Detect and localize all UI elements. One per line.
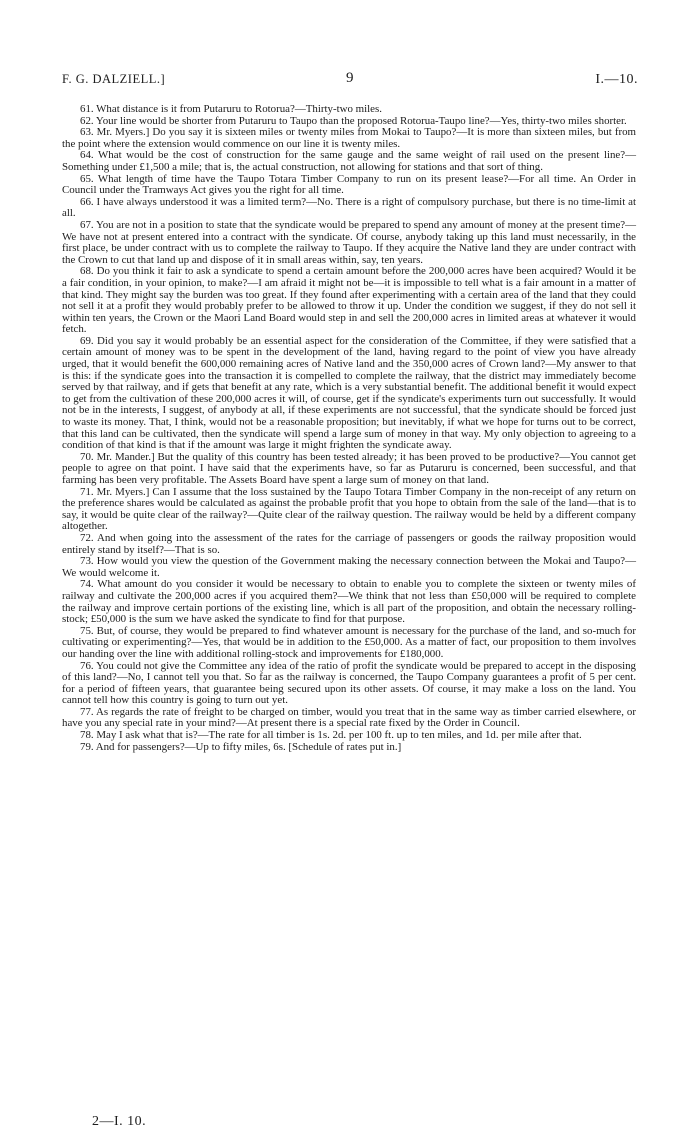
page-header xyxy=(62,72,638,90)
paragraph: 76. You could not give the Committee any idea of the ratio of profit the syndicate would be prepared to accept in the disposing of this land?—No, I cannot tell you that. So far as the railway is concerned, the Taupo Company guarantees a profit of 5 per cent. for a period of fifteen years, that guarantee being secured upon its other assets. Of course, it may make a loss on the land. You cannot tell how this country is going to turn out yet. xyxy=(62,659,636,707)
paragraph: 69. Did you say it would probably be an essential aspect for the consideration of the Committee, if they were satisfied that a certain amount of money was to be spent in the development of the land, having regard to the point of view you have already urged, that it would benefit the 600,000 remaining acres of Native land and the 350,000 acres of Crown land?—My answer to that is this: if the syndicate goes into the transaction it is compelled to complete the railway, that the district may immediately become served by that railway, and if gets that benefit at any rate, which is a very substantial benefit. The additional benefit it would expect to get from the cultivation of these 200,000 acres it will, of course, get if the syndicate's experiments turn out successfully. It would not be in the interests, I suggest, of anybody at all, if these experiments are not successful, that the syndicate should be forced just to waste its money. That, I think, would not be a reasonable proposition; but inevitably, if what we hope for turns out to be correct, that this land can be cultivated, then the syndicate will spend a large sum of money in that way. My only objection to agreeing to a condition of that kind is that if the amount was large it might frighten the syndicate away. xyxy=(62,334,636,452)
paragraph: 68. Do you think it fair to ask a syndicate to spend a certain amount before the 200,000 acres have been acquired? Would it be a fair condition, in your opinion, to make?—I am afraid it might not be—it is impossible to tell what is a fair amount in a matter of that kind. They might say the burden was too great. If they found after experimenting with a certain area of the land that they could not sell it at a profit they would probably prefer to be allowed to throw it up. Under the condition we suggest, if they do not sell it within ten years, the Crown or the Maori Land Board would step in and sell the 200,000 acres in limited areas at whatever it would fetch. xyxy=(62,265,636,336)
paragraph: 65. What length of time have the Taupo Totara Timber Company to run on its present lease?—For all time. An Order in Council under the Tramways Act gives you the right for all time. xyxy=(62,172,636,197)
witness-name: F. G. DALZIELL.] xyxy=(62,72,166,86)
transcript-body xyxy=(62,104,636,753)
paragraph: 63. Mr. Myers.] Do you say it is sixteen miles or twenty miles from Mokai to Taupo?—It is more than sixteen miles, but from the point where the extension would commence on our line it is twenty miles. xyxy=(62,126,636,150)
paragraph: 62. Your line would be shorter from Putaruru to Taupo than the proposed Rotorua-Taupo line?—Yes, thirty-two miles shorter. xyxy=(80,114,627,127)
paragraph: 66. I have always understood it was a limited term?—No. There is a right of compulsory purchase, but there is no time-limit at all. xyxy=(62,195,636,220)
paragraph: 73. How would you view the question of the Government making the necessary connection between the Mokai and Taupo?—We would welcome it. xyxy=(62,555,636,579)
paragraph: 79. And for passengers?—Up to fifty miles, 6s. [Schedule of rates put in.] xyxy=(80,740,402,753)
paragraph: 78. May I ask what that is?—The rate for all timber is 1s. 2d. per 100 ft. up to ten miles, and 1d. per mile after that. xyxy=(80,729,582,742)
paragraph: 71. Mr. Myers.] Can I assume that the loss sustained by the Taupo Totara Timber Company in the non-receipt of any return on the preference shares would be calculated as against the probable profit that you hope to obtain from the sale of the land—that is to say, it would be quite clear of the railway?—Quite clear of the railway question. The railway would be held by a different company altogether. xyxy=(62,485,636,533)
paragraph: 74. What amount do you consider it would be necessary to obtain to enable you to complete the sixteen or twenty miles of railway and cultivate the 200,000 acres if you acquired them?—We think that not less than £50,000 will be required to complete the railway and improve certain portions of the existing line, which is all part of the proposition, and obtain the necessary rolling-stock; £50,000 is the sum we have asked the syndicate to find for that purpose. xyxy=(62,578,636,626)
paragraph: 61. What distance is it from Putaruru to Rotorua?—Thirty-two miles. xyxy=(80,103,382,115)
signature-mark: 2—I. 10. xyxy=(92,1114,147,1129)
paragraph: 67. You are not in a position to state that the syndicate would be prepared to spend any amount of money at the present time?—We have not at present entered into a contract with the syndicate. Of course, anybody taking up this land must necessarily, in the first place, be under contract with us to complete the railway to Taupo. If they acquire the Native land they are under contract with the Crown to cut that land up and dispose of it in small areas within, say, ten years. xyxy=(62,218,636,266)
paragraph: 77. As regards the rate of freight to be charged on timber, would you treat that in the same way as timber carried elsewhere, or have you any special rate in your mind?—At present there is a special rate fixed by the Order in Council. xyxy=(62,705,636,730)
paragraph: 70. Mr. Mander.] But the quality of this country has been tested already; it has been proved to be productive?—You cannot get people to agree on that point. I have said that the experiments have, so far as Putaruru is concerned, been successful, and that farming has been very profitable. The Assets Board have spent a large sum of money on that land. xyxy=(62,450,636,486)
page-number: 9 xyxy=(346,70,354,86)
paragraph: 64. What would be the cost of construction for the same gauge and the same weight of rail used on the present line?—Something under £1,500 a mile; that is, the actual construction, not allowing for stations and that sort of thing. xyxy=(62,149,636,173)
document-reference: I.—10. xyxy=(595,72,638,87)
paragraph: 72. And when going into the assessment of the rates for the carriage of passengers or goods the railway proposition would entirely stand by itself?—That is so. xyxy=(62,531,636,556)
paragraph: 75. But, of course, they would be prepared to find whatever amount is necessary for the purchase of the land, and so-much for cultivating or experimenting?—Yes, that would be in addition to the £50,000. As a matter of fact, our proposition to them involves our handing over the line with additional rolling-stock and improvements for £180,000. xyxy=(62,624,636,660)
